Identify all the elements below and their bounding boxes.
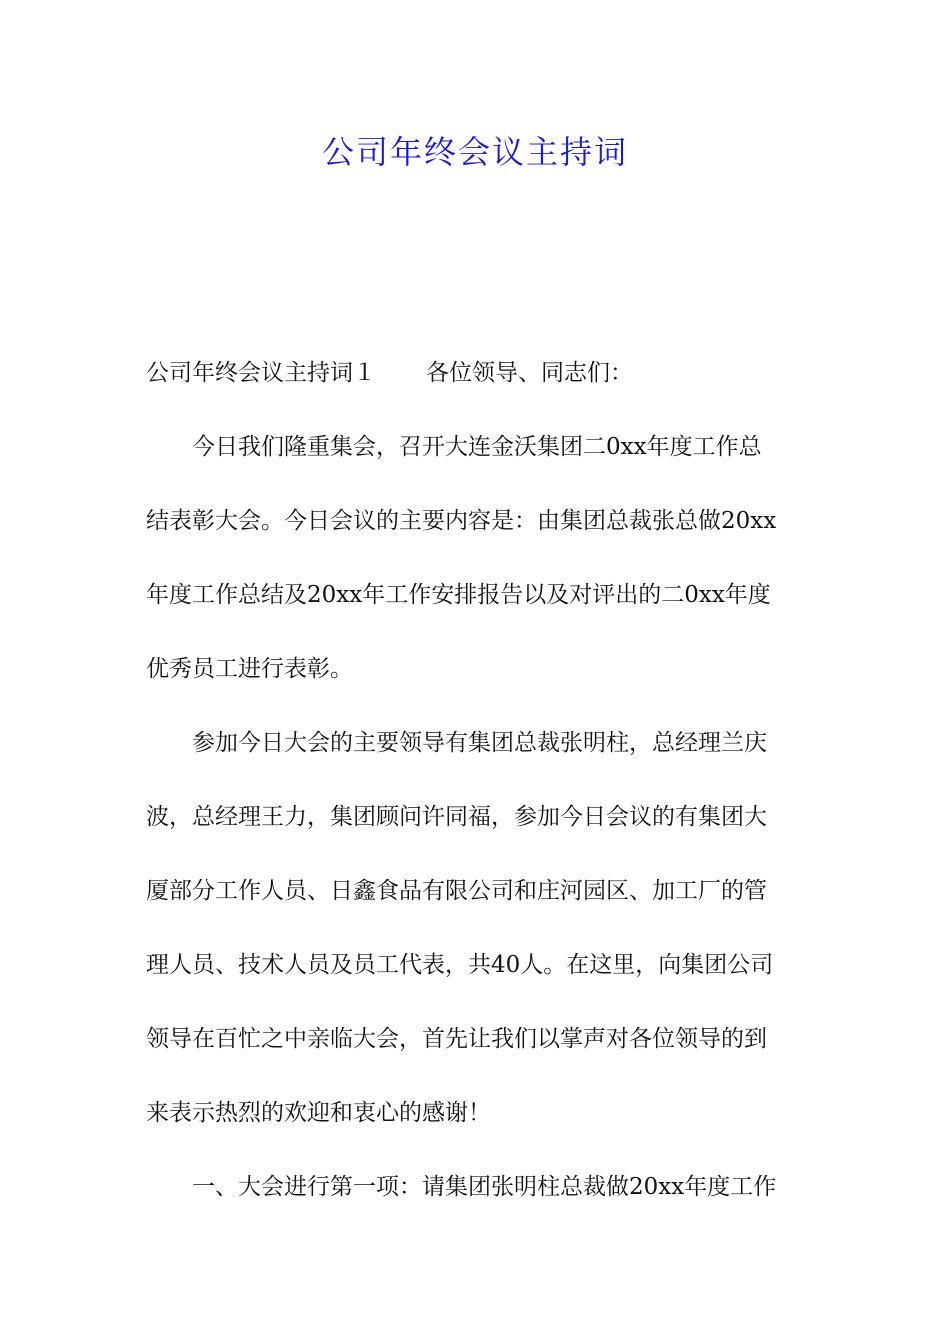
body-line-4: 年度工作总结及20xx年工作安排报告以及对评出的二0xx年度 (146, 582, 771, 608)
body-line-5: 优秀员工进行表彰。 (146, 656, 353, 682)
document-body (146, 336, 808, 1224)
body-line-12: 一、大会进行第一项：请集团张明柱总裁做20xx年度工作 (192, 1174, 777, 1200)
body-line-3: 结表彰大会。今日会议的主要内容是：由集团总裁张总做20xx (146, 508, 777, 534)
salutation: 各位领导、同志们： (426, 360, 633, 386)
body-line-9: 理人员、技术人员及员工代表，共40人。在这里，向集团公司 (146, 952, 774, 978)
body-line-1 (146, 336, 808, 410)
body-line-6: 参加今日大会的主要领导有集团总裁张明柱，总经理兰庆 (192, 730, 767, 756)
body-line-11: 来表示热烈的欢迎和衷心的感谢！ (146, 1100, 491, 1126)
document-title: 公司年终会议主持词 (321, 133, 628, 171)
body-line-2: 今日我们隆重集会，召开大连金沃集团二0xx年度工作总 (192, 434, 762, 460)
section-heading: 公司年终会议主持词１ (146, 360, 376, 386)
body-line-7: 波，总经理王力，集团顾问许同福，参加今日会议的有集团大 (146, 804, 767, 830)
body-line-10: 领导在百忙之中亲临大会，首先让我们以掌声对各位领导的到 (146, 1026, 767, 1052)
body-line-8: 厦部分工作人员、日鑫食品有限公司和庄河园区、加工厂的管 (146, 878, 767, 904)
